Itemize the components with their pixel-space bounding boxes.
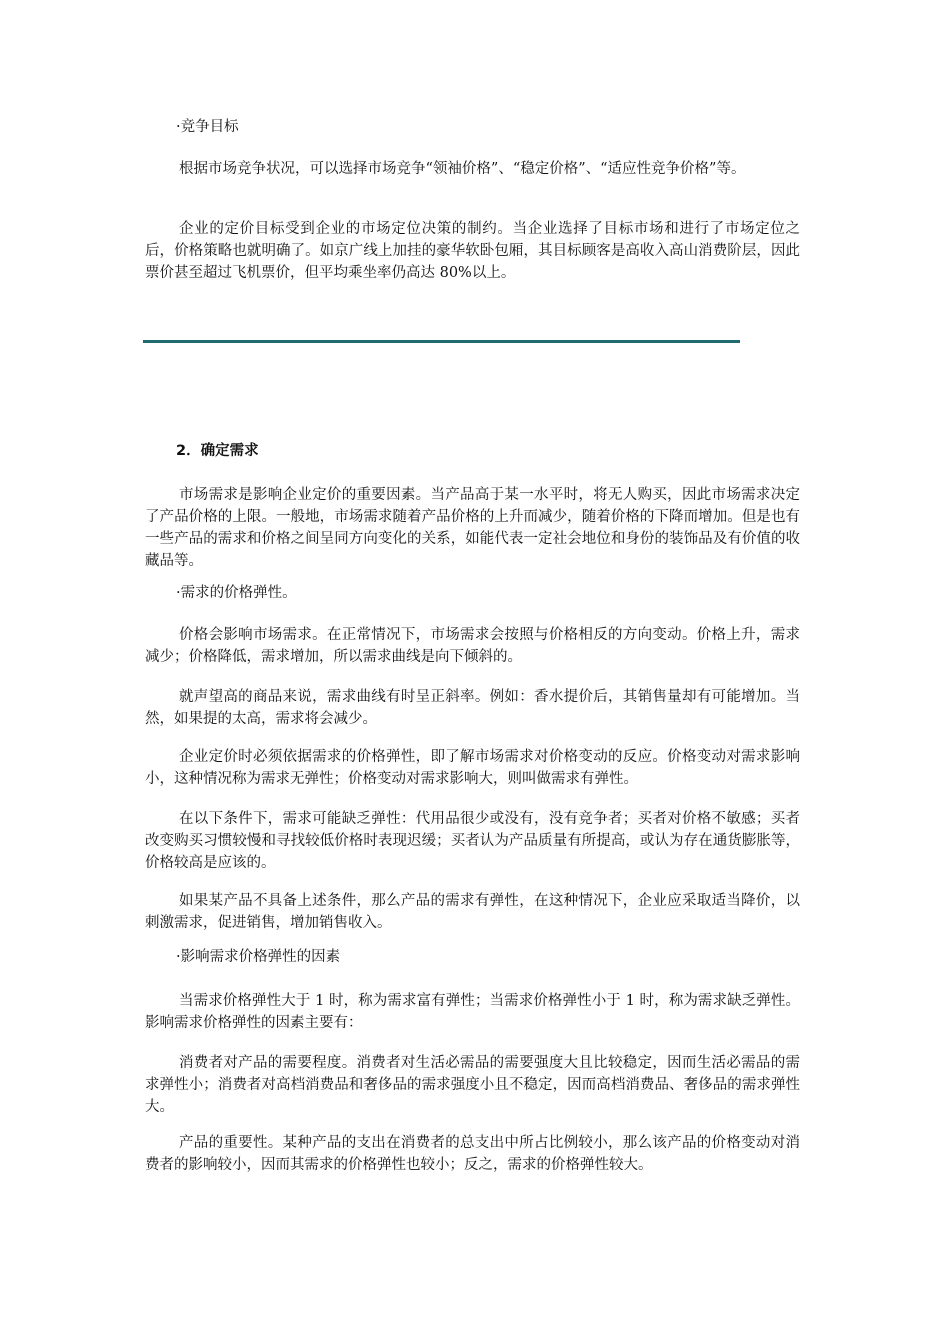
- paragraph-elastic-price-cut: 如果某产品不具备上述条件，那么产品的需求有弹性，在这种情况下，企业应采取适当降价，以刺激需求，促进销售，增加销售收入。: [145, 893, 800, 931]
- paragraph-inelastic-conditions: 在以下条件下，需求可能缺乏弹性：代用品很少或没有，没有竞争者；买者对价格不敏感；买者改变购买习惯较慢和寻找较低价格时表现迟缓；买者认为产品质量有所提高，或认为存在通货膨胀等，价格较高是应该的。: [145, 811, 800, 871]
- paragraph-prestige-goods: 就声望高的商品来说，需求曲线有时呈正斜率。例如：香水提价后，其销售量却有可能增加。当然，如果提的太高，需求将会减少。: [145, 689, 800, 727]
- bullet-price-elasticity: ·需求的价格弹性。: [176, 585, 297, 601]
- paragraph-elasticity-definition: 当需求价格弹性大于 1 时，称为需求富有弹性；当需求价格弹性小于 1 时，称为需求缺乏弹性。影响需求价格弹性的因素主要有：: [145, 993, 800, 1031]
- paragraph-market-demand-intro: 市场需求是影响企业定价的重要因素。当产品高于某一水平时，将无人购买，因此市场需求决定了产品价格的上限。一般地，市场需求随着产品价格的上升而减少，随着价格的下降而增加。但是也有一些产品的需求和价格之间呈同方向变化的关系，如能代表一定社会地位和身份的装饰品及有价值的收藏品等。: [145, 487, 800, 569]
- paragraph-competition-pricing: 根据市场竞争状况，可以选择市场竞争“领袖价格”、“稳定价格”、“适应性竞争价格”等。: [179, 161, 746, 177]
- bullet-competition-goal: ·竞争目标: [176, 119, 239, 135]
- paragraph-pricing-by-elasticity: 企业定价时必须依据需求的价格弹性，即了解市场需求对价格变动的反应。价格变动对需求影响小，这种情况称为需求无弹性；价格变动对需求影响大，则叫做需求有弹性。: [145, 749, 800, 787]
- paragraph-consumer-need-degree: 消费者对产品的需要程度。消费者对生活必需品的需要强度大且比较稳定，因而生活必需品的需求弹性小；消费者对高档消费品和奢侈品的需求强度小且不稳定，因而高档消费品、奢侈品的需求弹性大。: [145, 1055, 800, 1115]
- section-heading-determine-demand: 2．确定需求: [176, 443, 259, 459]
- paragraph-product-importance: 产品的重要性。某种产品的支出在消费者的总支出中所占比例较小，那么该产品的价格变动对消费者的影响较小，因而其需求的价格弹性也较小；反之，需求的价格弹性较大。: [145, 1135, 800, 1173]
- bullet-elasticity-factors: ·影响需求价格弹性的因素: [176, 949, 341, 965]
- section-divider: [143, 340, 740, 343]
- paragraph-price-affects-demand: 价格会影响市场需求。在正常情况下，市场需求会按照与价格相反的方向变动。价格上升，需求减少；价格降低，需求增加，所以需求曲线是向下倾斜的。: [145, 627, 800, 665]
- paragraph-market-positioning: 企业的定价目标受到企业的市场定位决策的制约。当企业选择了目标市场和进行了市场定位之后，价格策略也就明确了。如京广线上加挂的豪华软卧包厢，其目标顾客是高收入高山消费阶层，因此票价甚至超过飞机票价，但平均乘坐率仍高达 80%以上。: [145, 221, 800, 281]
